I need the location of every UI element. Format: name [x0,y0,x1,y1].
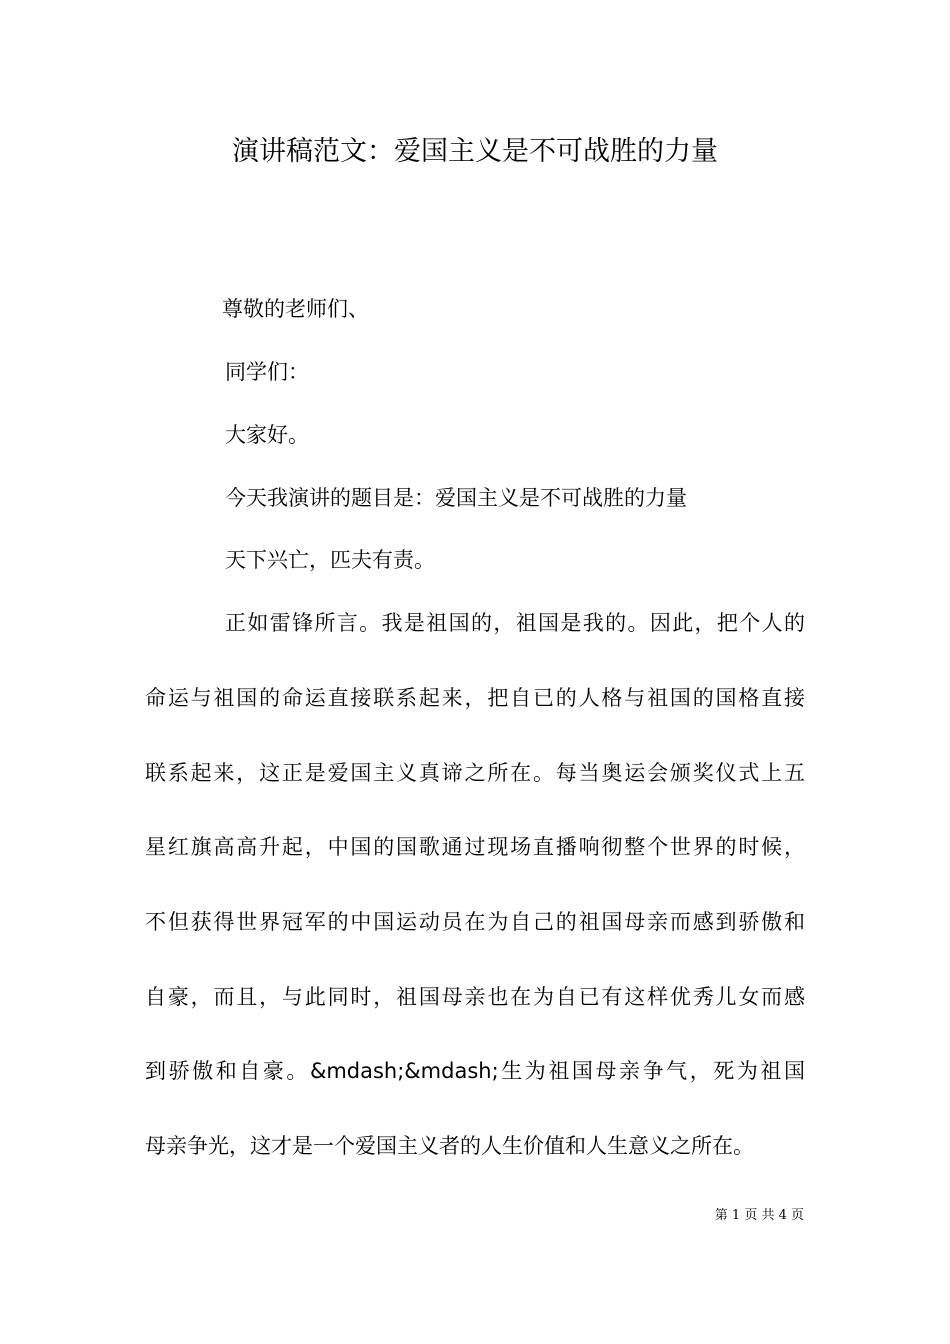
greeting-line: 大家好。 [225,423,309,447]
document-title: 演讲稿范文：爱国主义是不可战胜的力量 [232,136,718,167]
paragraph-line-3: 联系起来，这正是爱国主义真谛之所在。每当奥运会颁奖仪式上五 [145,761,805,785]
salutation-line-1: 尊敬的老师们、 [222,297,369,321]
topic-line: 今天我演讲的题目是：爱国主义是不可战胜的力量 [225,486,687,510]
paragraph-line-6: 自豪，而且，与此同时，祖国母亲也在为自已有这样优秀儿女而感 [145,985,805,1009]
paragraph-line-1: 正如雷锋所言。我是祖国的，祖国是我的。因此，把个人的 [225,611,805,635]
page-number: 第 1 页 共 4 页 [714,1208,804,1223]
paragraph-line-4: 星红旗高高升起，中国的国歌通过现场直播响彻整个世界的时候， [145,835,805,859]
paragraph-line-7: 到骄傲和自豪。&mdash;&mdash;生为祖国母亲争气，死为祖国 [145,1059,805,1083]
paragraph-line-2: 命运与祖国的命运直接联系起来，把自已的人格与祖国的国格直接 [145,686,805,710]
paragraph-line-5: 不但获得世界冠军的中国运动员在为自己的祖国母亲而感到骄傲和 [145,910,805,934]
salutation-line-2: 同学们： [225,360,309,384]
motto-line: 天下兴亡，匹夫有责。 [225,548,435,572]
paragraph-line-8: 母亲争光，这才是一个爱国主义者的人生价值和人生意义之所在。 [145,1134,754,1158]
